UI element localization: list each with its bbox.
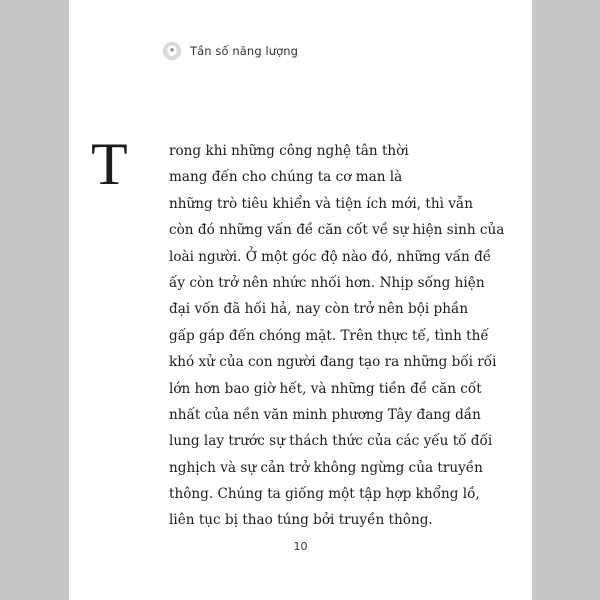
paragraph-line: rong khi những công nghệ tân thời [169,143,409,159]
paragraph-line: loài người. Ở một góc độ nào đó, những vấn đề [169,248,492,265]
lightbulb-head-icon [162,41,182,61]
page-number: 10 [293,540,308,553]
paragraph-line: đại vốn đã hối hả, nay còn trở nên bội phần [169,301,469,318]
drop-cap: T [91,131,128,197]
paragraph-line: nghịch và sự cản trở không ngừng của truyền [169,459,483,476]
paragraph-line: mang đến cho chúng ta cơ man là [169,169,403,186]
book-page [69,0,532,600]
paragraph-line: lung lay trước sự thách thức của các yếu tố đối [169,433,493,450]
paragraph-line: ấy còn trở nên nhức nhối hơn. Nhịp sống hiện [169,274,485,291]
body-paragraph [91,131,505,534]
paragraph-line: liên tục bị thao túng bởi truyền thông. [169,512,433,529]
running-header-title: Tần số năng lượng [190,44,299,58]
paragraph-line: lớn hơn bao giờ hết, và những tiền đề căn cốt [169,380,482,397]
paragraph-line: thông. Chúng ta giống một tập hợp khổng lồ, [169,486,480,503]
paragraph-line: còn đó những vấn đề căn cốt về sự hiện sinh của [169,222,505,239]
paragraph-line: những trò tiêu khiển và tiện ích mới, thì vẫn [169,195,474,212]
paragraph-line: gấp gáp đến chóng mặt. Trên thực tế, tình thế [169,327,489,344]
paragraph-line: khó xử của con người đang tạo ra những bối rối [169,354,497,371]
paragraph-line: nhất của nền văn minh phương Tây đang dần [169,406,481,423]
running-header [162,40,298,62]
